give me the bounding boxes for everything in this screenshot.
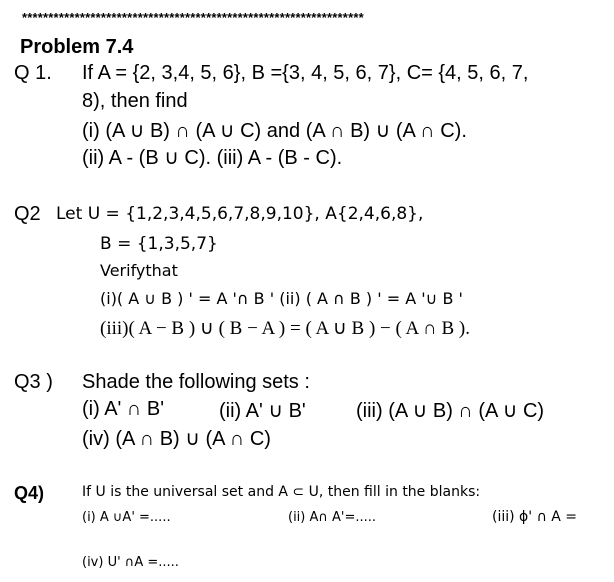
q4-item3: (iii) ϕ' ∩ A = xyxy=(492,509,578,525)
q2-line4: (i)( A ∪ B ) ' = A '∩ B ' (ii) ( A ∩ B ) ' = A '∪ B ' xyxy=(100,289,463,308)
q2-line1: Let U = {1,2,3,4,5,6,7,8,9,10}, A{2,4,6,8}, xyxy=(56,204,424,224)
q3-item3: (iii) (A ∪ B) ∩ (A ∪ C) xyxy=(356,400,545,422)
q1-line4: (ii) A - (B ∪ C). (iii) A - (B - C). xyxy=(82,147,343,169)
q2-line5: (iii)( A − B ) ∪ ( B − A ) = ( A ∪ B ) − ( A ∩ B ). xyxy=(100,318,470,339)
q4-item2: (ii) A∩ A'=..... xyxy=(288,510,377,525)
q2-line2: B = {1,3,5,7} xyxy=(100,234,218,254)
separator-stars: ***************************************************************** xyxy=(22,10,364,25)
q1-line2: 8), then find xyxy=(82,90,188,112)
q3-label: Q3 ) xyxy=(14,371,53,393)
q3-item2: (ii) A' ∪ B' xyxy=(219,400,306,422)
q1-line3: (i) (A ∪ B) ∩ (A ∪ C) and (A ∩ B) ∪ (A ∩ C). xyxy=(82,120,467,142)
q2-label: Q2 xyxy=(14,203,41,225)
q2-line3: Verifythat xyxy=(100,261,178,280)
q3-line1: Shade the following sets : xyxy=(82,371,310,393)
q1-line1: If A = {2, 3,4, 5, 6}, B ={3, 4, 5, 6, 7}, C= {4, 5, 6, 7, xyxy=(82,62,529,84)
q4-item4: (iv) U' ∩A =..... xyxy=(82,555,179,570)
q3-item1: (i) A' ∩ B' xyxy=(82,398,165,420)
q4-item1: (i) A ∪A' =..... xyxy=(82,510,171,525)
q4-label: Q4) xyxy=(14,483,45,503)
q4-line1: If U is the universal set and A ⊂ U, then fill in the blanks: xyxy=(82,484,481,500)
q3-item4: (iv) (A ∩ B) ∪ (A ∩ C) xyxy=(82,428,271,450)
problem-title: Problem 7.4 xyxy=(20,36,134,58)
q1-label: Q 1. xyxy=(14,62,52,84)
